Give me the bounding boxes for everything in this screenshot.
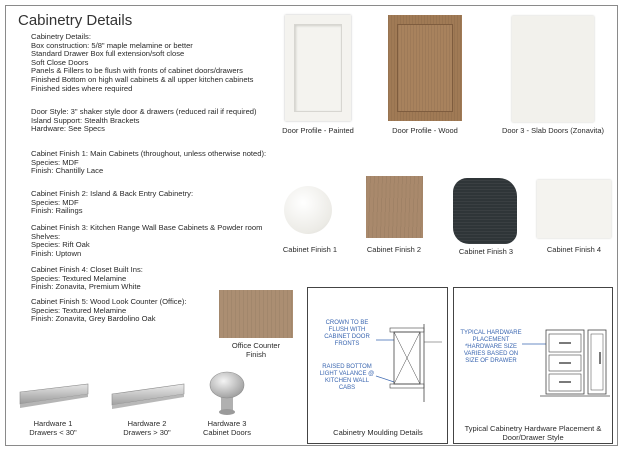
placement-note-line: *HARDWARE SIZE: [464, 344, 518, 350]
spec-line: Standard Drawer Box full extension/soft close: [31, 49, 185, 59]
hardware-placement-note: [458, 330, 524, 365]
hardware-caption-line: Hardware 3: [207, 419, 247, 428]
moulding-note-line: FRONTS: [334, 341, 360, 347]
spec-line: Finish: Zonavita, Grey Bardolino Oak: [31, 314, 156, 324]
moulding-note-line: CABS: [338, 385, 356, 391]
moulding-note-valance: [318, 364, 376, 392]
moulding-note-crown: [318, 320, 376, 348]
office-counter-swatch: [219, 290, 293, 338]
spec-line: Species: Textured Melamine: [31, 273, 127, 283]
finish-4-swatch: [537, 180, 611, 238]
spec-line: Finish: Zonavita, Premium White: [31, 282, 141, 292]
door-wood-image: [388, 15, 462, 121]
spec-line: Hardware: See Specs: [31, 124, 105, 134]
spec-line: Species: Rift Oak: [31, 240, 90, 250]
moulding-section-drawing: [374, 322, 444, 404]
hardware-2-image: [110, 382, 186, 412]
door-wood-caption: Door Profile - Wood: [392, 126, 458, 135]
spec-line: Soft Close Doors: [31, 57, 89, 67]
spec-line: Panels & Fillers to be flush with fronts of cabinet doors/drawers: [31, 66, 243, 76]
hardware-caption-line: Hardware 2: [127, 419, 167, 428]
hardware-3-caption: [192, 419, 262, 437]
spec-finish-3: [31, 224, 281, 258]
moulding-note-line: KITCHEN WALL: [324, 378, 370, 384]
moulding-caption: Cabinetry Moulding Details: [333, 428, 423, 437]
finish-2-caption: Cabinet Finish 2: [366, 245, 422, 254]
finish-1-caption: Cabinet Finish 1: [282, 245, 338, 254]
page-title: Cabinetry Details: [18, 12, 133, 29]
moulding-note-line: CABINET DOOR: [324, 334, 370, 340]
door-slab-image: [512, 16, 594, 122]
cabinet-elevation-drawing: [520, 322, 610, 402]
placement-caption-line: Typical Cabinetry Hardware Placement &: [464, 424, 602, 433]
spec-line: Cabinet Finish 3: Kitchen Range Wall Base Cabinets & Powder room Shelves:: [31, 223, 263, 241]
hardware-2-caption: [108, 419, 186, 437]
spec-door-style: [31, 108, 281, 134]
placement-note-line: VARIES BASED ON: [463, 351, 519, 357]
placement-note-line: PLACEMENT: [472, 337, 510, 343]
spec-line: Island Support: Stealth Brackets: [31, 115, 140, 125]
spec-line: Finish: Uptown: [31, 248, 82, 258]
hardware-3-image: [207, 370, 247, 416]
door-slab-caption: Door 3 - Slab Doors (Zonavita): [501, 126, 605, 135]
hardware-caption-line: Cabinet Doors: [203, 428, 251, 437]
spec-line: Cabinet Finish 1: Main Cabinets (throughout, unless otherwise noted):: [31, 149, 267, 158]
finish-3-swatch: [453, 178, 517, 244]
moulding-note-line: RAISED BOTTOM: [322, 364, 372, 370]
hardware-caption-line: Hardware 1: [33, 419, 73, 428]
hardware-1-image: [18, 382, 90, 412]
spec-finish-1: [31, 150, 281, 176]
finish-3-caption: Cabinet Finish 3: [458, 247, 514, 256]
hardware-1-caption: [15, 419, 91, 437]
spec-line: Cabinetry Details:: [31, 32, 91, 41]
finish-4-caption: Cabinet Finish 4: [546, 245, 602, 254]
spec-line: Finish: Chantilly Lace: [31, 166, 104, 176]
placement-note-line: TYPICAL HARDWARE: [460, 330, 522, 336]
hardware-caption-line: Drawers < 30": [29, 428, 77, 437]
spec-line: Box construction: 5/8" maple melamine or better: [31, 40, 193, 50]
door-painted-caption: Door Profile - Painted: [282, 126, 354, 135]
finish-2-swatch: [366, 176, 423, 238]
finish-1-swatch: [284, 186, 332, 234]
moulding-note-line: LIGHT VALANCE @: [319, 371, 375, 377]
spec-line: Species: Textured Melamine: [31, 305, 127, 315]
office-counter-caption-line: Finish: [245, 350, 266, 359]
spec-general: [31, 33, 281, 93]
spec-finish-2: [31, 190, 281, 216]
office-counter-caption-line: Office Counter: [231, 341, 281, 350]
spec-line: Finished sides where required: [31, 83, 133, 93]
door-painted-image: [285, 15, 351, 121]
placement-caption-line: Door/Drawer Style: [502, 433, 564, 442]
hardware-placement-caption: [455, 424, 611, 442]
moulding-note-line: CROWN TO BE: [325, 320, 369, 326]
spec-line: Finish: Railings: [31, 206, 83, 216]
spec-line: Species: MDF: [31, 197, 79, 207]
spec-finish-4: [31, 266, 281, 292]
spec-line: Cabinet Finish 5: Wood Look Counter (Office):: [31, 297, 187, 306]
spec-line: Door Style: 3" shaker style door & drawers (reduced rail if required): [31, 107, 257, 116]
placement-note-line: SIZE OF DRAWER: [465, 358, 517, 364]
spec-line: Cabinet Finish 4: Closet Built Ins:: [31, 265, 143, 274]
moulding-note-line: FLUSH WITH: [328, 327, 366, 333]
spec-line: Cabinet Finish 2: Island & Back Entry Cabinetry:: [31, 189, 194, 198]
spec-line: Finished Bottom on high wall cabinets & all upper kitchen cabinets: [31, 74, 254, 84]
spec-line: Species: MDF: [31, 157, 79, 167]
hardware-caption-line: Drawers > 30": [123, 428, 171, 437]
office-counter-caption: [210, 341, 302, 359]
